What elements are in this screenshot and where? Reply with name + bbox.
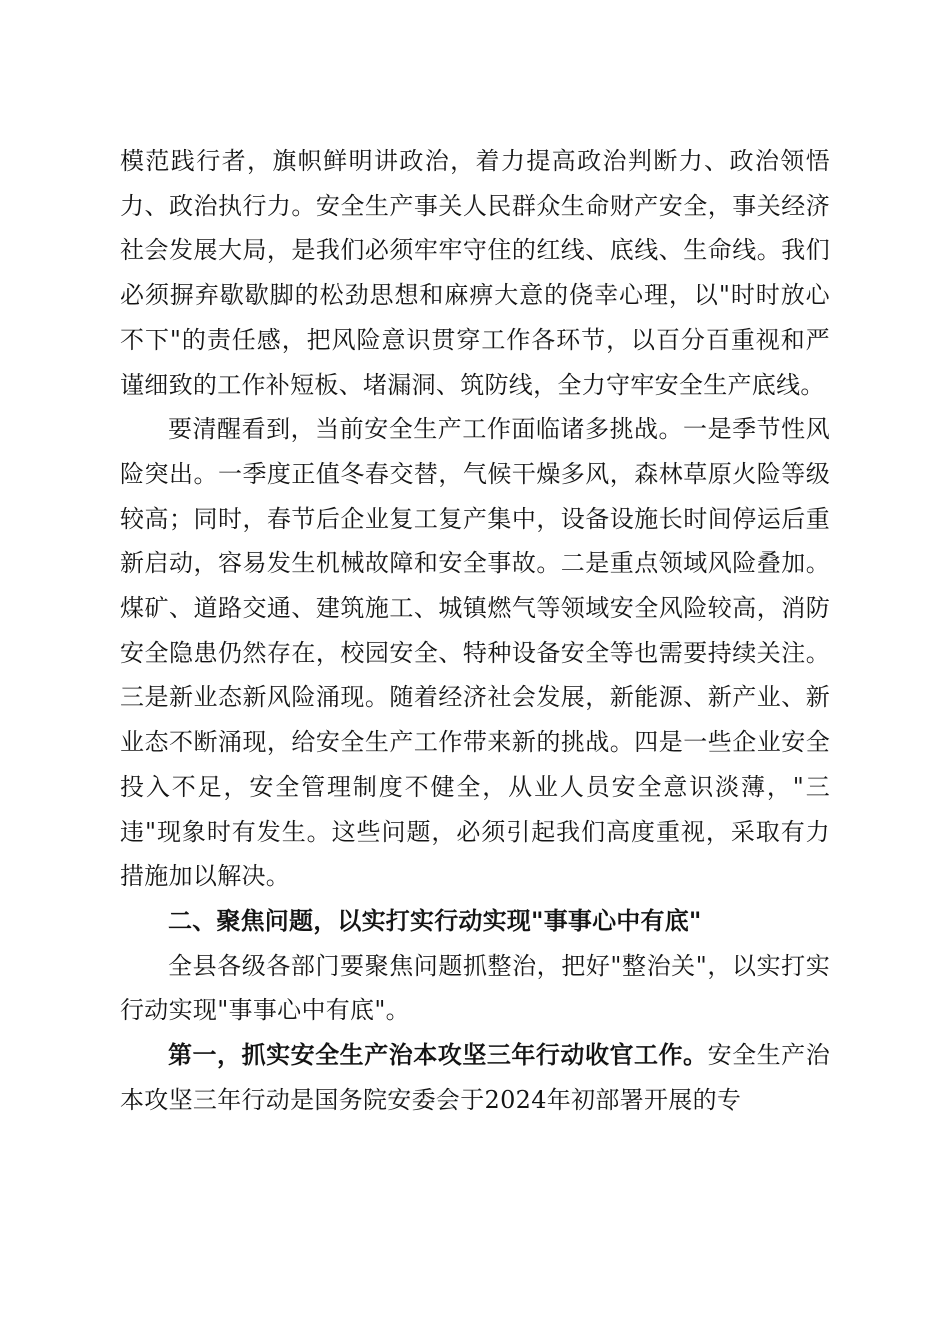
paragraph-political-responsibility: 模范践行者，旗帜鲜明讲政治，着力提高政治判断力、政治领悟力、政治执行力。安全生产事关人民群众生命财产安全，事关经济社会发展大局，是我们必须牢牢守住的红线、底线、生命线。我们必须摒弃歇歇脚的松劲思想和麻痹大意的侥幸心理，以"时时放心不下"的责任感，把风险意识贯穿工作各环节，以百分百重视和严谨细致的工作补短板、堵漏洞、筑防线，全力守牢安全生产底线。 [120, 147, 830, 399]
section-heading-focus-problems: 二、聚焦问题，以实打实行动实现"事事心中有底" [168, 906, 702, 935]
paragraph-body-text: 安全生产治本攻坚三年行动是国务院安委会于2024年初部署开展的专 [120, 1041, 830, 1114]
paragraph-focus-rectification: 全县各级各部门要聚焦问题抓整治，把好"整治关"，以实打实行动实现"事事心中有底"。 [120, 951, 830, 1025]
document-body [120, 139, 830, 1122]
paragraph-current-challenges: 要清醒看到，当前安全生产工作面临诸多挑战。一是季节性风险突出。一季度正值冬春交替，气候干燥多风，森林草原火险等级较高；同时，春节后企业复工复产集中，设备设施长时间停运后重新启动，容易发生机械故障和安全事故。二是重点领域风险叠加。煤矿、道路交通、建筑施工、城镇燃气等领域安全风险较高，消防安全隐患仍然存在，校园安全、特种设备安全等也需要持续关注。三是新业态新风险涌现。随着经济社会发展，新能源、新产业、新业态不断涌现，给安全生产工作带来新的挑战。四是一些企业安全投入不足，安全管理制度不健全，从业人员安全意识淡薄，"三违"现象时有发生。这些问题，必须引起我们高度重视，采取有力措施加以解决。 [120, 415, 830, 891]
paragraph-three-year-action [120, 1033, 830, 1122]
paragraph-lead-sentence: 第一，抓实安全生产治本攻坚三年行动收官工作。 [168, 1041, 708, 1070]
